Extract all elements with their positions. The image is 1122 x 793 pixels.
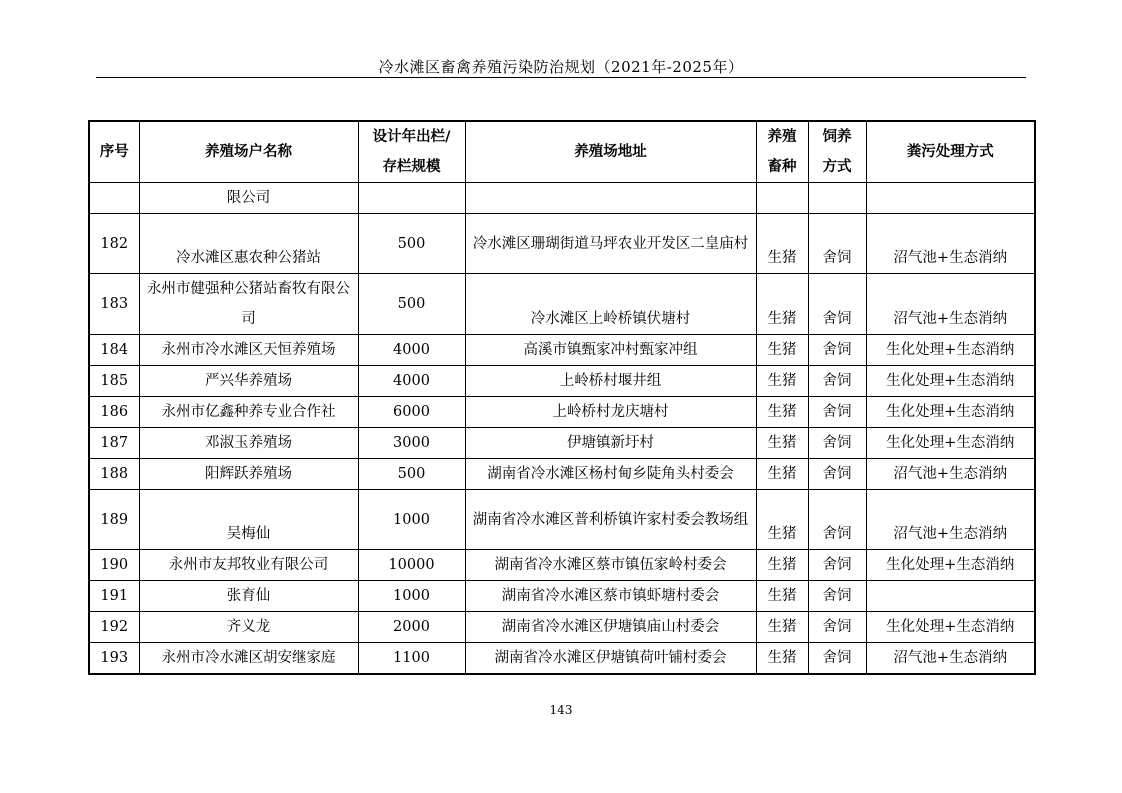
cell-scale: 1000 xyxy=(358,581,465,612)
cell-feeding: 舍饲 xyxy=(808,643,866,675)
table-row xyxy=(89,581,1035,612)
cell-species: 生猪 xyxy=(756,274,808,335)
column-header-scale: 设计年出栏/ 存栏规模 xyxy=(358,121,465,183)
cell-address: 湖南省冷水滩区蔡市镇伍家岭村委会 xyxy=(465,550,756,581)
cell-scale: 3000 xyxy=(358,428,465,459)
table-header-row xyxy=(89,121,1035,183)
cell-scale: 10000 xyxy=(358,550,465,581)
cell-species: 生猪 xyxy=(756,643,808,675)
cell-scale: 2000 xyxy=(358,612,465,643)
cell-feeding: 舍饲 xyxy=(808,214,866,274)
table-row xyxy=(89,366,1035,397)
cell-name: 限公司 xyxy=(139,183,358,214)
cell-feeding: 舍饲 xyxy=(808,366,866,397)
cell-no: 182 xyxy=(89,214,139,274)
cell-name: 张育仙 xyxy=(139,581,358,612)
cell-feeding xyxy=(808,183,866,214)
cell-scale: 6000 xyxy=(358,397,465,428)
cell-address xyxy=(465,183,756,214)
cell-no: 189 xyxy=(89,490,139,550)
cell-address: 高溪市镇甄家冲村甄家冲组 xyxy=(465,335,756,366)
cell-feeding: 舍饲 xyxy=(808,335,866,366)
cell-treatment: 沼气池+生态消纳 xyxy=(866,214,1035,274)
table-row xyxy=(89,459,1035,490)
table-row xyxy=(89,274,1035,335)
cell-feeding: 舍饲 xyxy=(808,459,866,490)
table-row xyxy=(89,335,1035,366)
cell-treatment: 生化处理+生态消纳 xyxy=(866,366,1035,397)
cell-species: 生猪 xyxy=(756,459,808,490)
header-divider xyxy=(96,77,1026,78)
cell-species: 生猪 xyxy=(756,214,808,274)
cell-species: 生猪 xyxy=(756,335,808,366)
cell-treatment: 生化处理+生态消纳 xyxy=(866,550,1035,581)
cell-species: 生猪 xyxy=(756,612,808,643)
cell-scale: 500 xyxy=(358,274,465,335)
table-row xyxy=(89,490,1035,550)
cell-address: 上岭桥村龙庆塘村 xyxy=(465,397,756,428)
cell-species: 生猪 xyxy=(756,490,808,550)
cell-no: 192 xyxy=(89,612,139,643)
cell-address: 湖南省冷水滩区普利桥镇许家村委会教场组 xyxy=(465,490,756,550)
livestock-farm-table xyxy=(88,120,1036,675)
cell-name: 永州市亿鑫种养专业合作社 xyxy=(139,397,358,428)
cell-treatment: 沼气池+生态消纳 xyxy=(866,643,1035,675)
cell-address: 冷水滩区上岭桥镇伏塘村 xyxy=(465,274,756,335)
cell-treatment: 沼气池+生态消纳 xyxy=(866,274,1035,335)
cell-species: 生猪 xyxy=(756,428,808,459)
cell-species: 生猪 xyxy=(756,397,808,428)
cell-name: 永州市冷水滩区天恒养殖场 xyxy=(139,335,358,366)
column-header-no: 序号 xyxy=(89,121,139,183)
cell-scale: 500 xyxy=(358,459,465,490)
cell-name: 严兴华养殖场 xyxy=(139,366,358,397)
cell-feeding: 舍饲 xyxy=(808,490,866,550)
cell-scale: 1100 xyxy=(358,643,465,675)
cell-no: 183 xyxy=(89,274,139,335)
cell-feeding: 舍饲 xyxy=(808,612,866,643)
cell-treatment: 生化处理+生态消纳 xyxy=(866,335,1035,366)
cell-name: 吴梅仙 xyxy=(139,490,358,550)
cell-name: 邓淑玉养殖场 xyxy=(139,428,358,459)
cell-species: 生猪 xyxy=(756,550,808,581)
cell-no: 193 xyxy=(89,643,139,675)
cell-name: 阳辉跃养殖场 xyxy=(139,459,358,490)
cell-feeding: 舍饲 xyxy=(808,581,866,612)
cell-treatment: 沼气池+生态消纳 xyxy=(866,490,1035,550)
cell-no: 184 xyxy=(89,335,139,366)
cell-no: 186 xyxy=(89,397,139,428)
cell-treatment: 生化处理+生态消纳 xyxy=(866,397,1035,428)
cell-address: 湖南省冷水滩区蔡市镇虾塘村委会 xyxy=(465,581,756,612)
table-row xyxy=(89,183,1035,214)
cell-no: 191 xyxy=(89,581,139,612)
table-row xyxy=(89,550,1035,581)
cell-scale xyxy=(358,183,465,214)
column-header-feeding: 饲养 方式 xyxy=(808,121,866,183)
cell-address: 湖南省冷水滩区伊塘镇庙山村委会 xyxy=(465,612,756,643)
cell-treatment: 沼气池+生态消纳 xyxy=(866,459,1035,490)
cell-species: 生猪 xyxy=(756,366,808,397)
cell-name: 冷水滩区惠农种公猪站 xyxy=(139,214,358,274)
cell-address: 冷水滩区珊瑚街道马坪农业开发区二皇庙村 xyxy=(465,214,756,274)
column-header-address: 养殖场地址 xyxy=(465,121,756,183)
cell-name: 永州市冷水滩区胡安继家庭 xyxy=(139,643,358,675)
cell-feeding: 舍饲 xyxy=(808,397,866,428)
cell-feeding: 舍饲 xyxy=(808,428,866,459)
cell-address: 湖南省冷水滩区伊塘镇荷叶铺村委会 xyxy=(465,643,756,675)
table-row xyxy=(89,214,1035,274)
cell-scale: 4000 xyxy=(358,366,465,397)
cell-scale: 500 xyxy=(358,214,465,274)
cell-scale: 1000 xyxy=(358,490,465,550)
cell-no: 187 xyxy=(89,428,139,459)
cell-name: 齐义龙 xyxy=(139,612,358,643)
column-header-treatment: 粪污处理方式 xyxy=(866,121,1035,183)
cell-feeding: 舍饲 xyxy=(808,274,866,335)
cell-no: 190 xyxy=(89,550,139,581)
table-row xyxy=(89,643,1035,675)
cell-name: 永州市友邦牧业有限公司 xyxy=(139,550,358,581)
cell-address: 伊塘镇新圩村 xyxy=(465,428,756,459)
column-header-species: 养殖 畜种 xyxy=(756,121,808,183)
cell-no: 185 xyxy=(89,366,139,397)
page-header-title: 冷水滩区畜禽养殖污染防治规划（2021年-2025年） xyxy=(378,58,744,76)
cell-address: 上岭桥村堰井组 xyxy=(465,366,756,397)
cell-address: 湖南省冷水滩区杨村甸乡陡角头村委会 xyxy=(465,459,756,490)
cell-name: 永州市健强种公猪站畜牧有限公司 xyxy=(139,274,358,335)
cell-treatment xyxy=(866,581,1035,612)
cell-treatment xyxy=(866,183,1035,214)
column-header-name: 养殖场户名称 xyxy=(139,121,358,183)
cell-no: 188 xyxy=(89,459,139,490)
cell-treatment: 生化处理+生态消纳 xyxy=(866,612,1035,643)
table-row xyxy=(89,428,1035,459)
cell-species: 生猪 xyxy=(756,581,808,612)
cell-feeding: 舍饲 xyxy=(808,550,866,581)
cell-no xyxy=(89,183,139,214)
cell-species xyxy=(756,183,808,214)
cell-treatment: 生化处理+生态消纳 xyxy=(866,428,1035,459)
page-number: 143 xyxy=(549,703,573,717)
table-row xyxy=(89,397,1035,428)
table-row xyxy=(89,612,1035,643)
cell-scale: 4000 xyxy=(358,335,465,366)
